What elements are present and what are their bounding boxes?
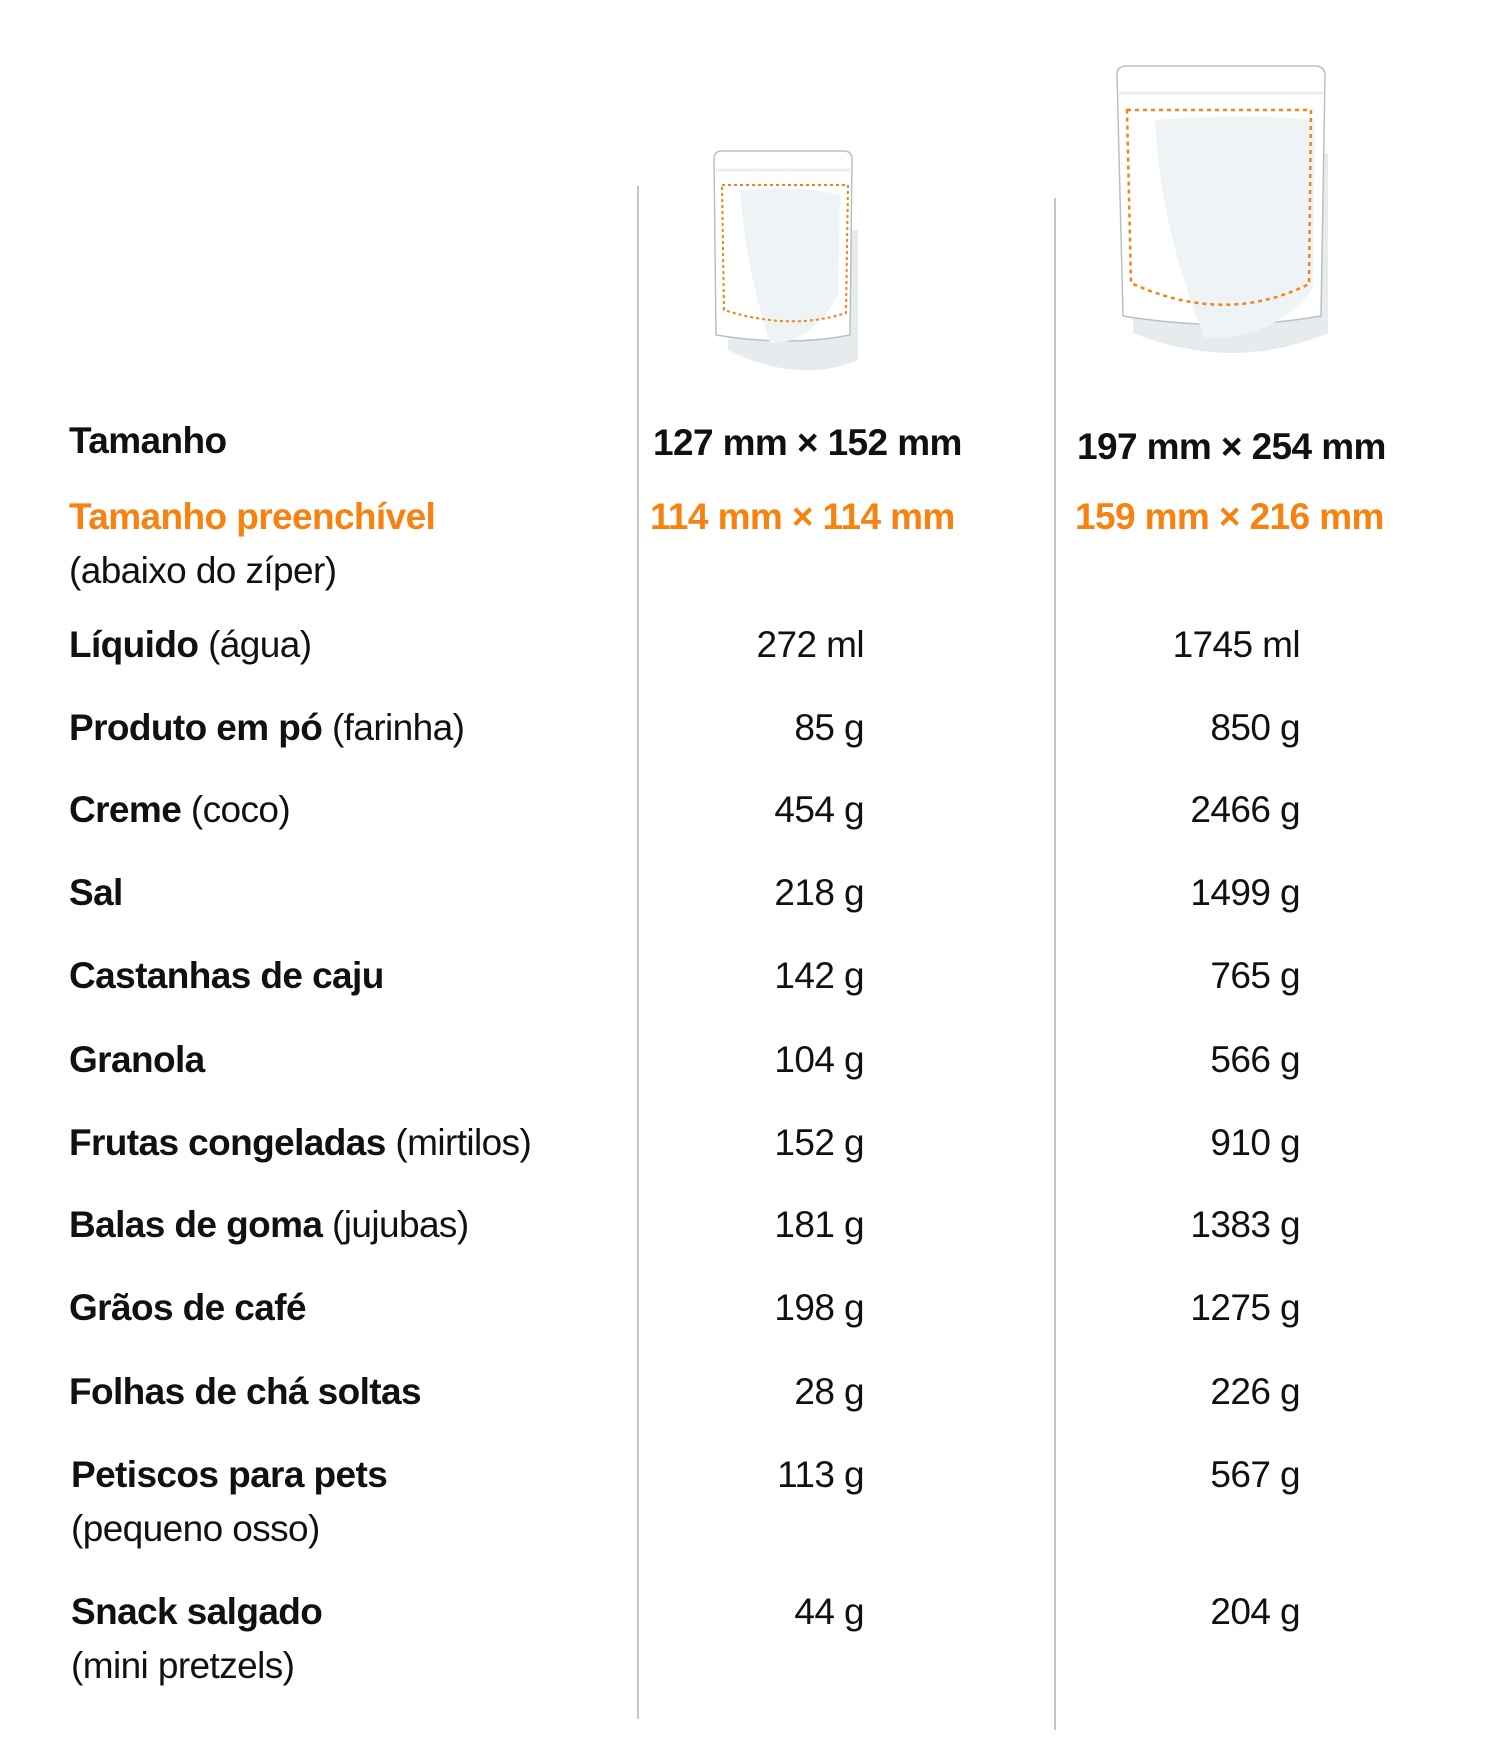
item-name: Grãos de café (69, 1287, 306, 1328)
item-note: (farinha) (331, 707, 465, 748)
value-large-pouch: 204 g (1210, 1591, 1300, 1632)
value-large-pouch: 1745 ml (1172, 624, 1300, 665)
value-large-pouch: 1275 g (1190, 1287, 1300, 1328)
column-divider-2 (1054, 198, 1056, 1730)
value-large-pouch: 566 g (1210, 1039, 1300, 1080)
size-large: 197 mm × 254 mm (1077, 426, 1386, 467)
item-note: (jujubas) (332, 1204, 469, 1245)
item-note: (pequeno osso) (71, 1508, 320, 1549)
item-note: (mini pretzels) (71, 1645, 295, 1686)
table-row-label (69, 623, 311, 667)
value-small-pouch: 113 g (777, 1454, 864, 1495)
small-pouch-icon (700, 145, 880, 395)
value-small-pouch: 85 g (794, 707, 864, 748)
table-row-label (69, 1370, 421, 1414)
item-name: Balas de goma (69, 1204, 323, 1245)
table-row-label (69, 1203, 469, 1247)
value-large-pouch: 226 g (1210, 1371, 1300, 1412)
table-row-label (69, 706, 464, 750)
value-large-pouch: 910 g (1210, 1122, 1300, 1163)
fillable-size-label: Tamanho preenchível (69, 496, 436, 537)
column-divider-1 (637, 186, 639, 1719)
value-small-pouch: 454 g (774, 789, 864, 830)
table-row-label (71, 1453, 387, 1497)
item-name: Granola (69, 1039, 205, 1080)
value-large-pouch: 765 g (1210, 955, 1300, 996)
item-name: Creme (69, 789, 182, 830)
item-name: Petiscos para pets (71, 1454, 388, 1495)
value-small-pouch: 181 g (774, 1204, 864, 1245)
value-small-pouch: 152 g (774, 1122, 864, 1163)
size-label: Tamanho (69, 420, 227, 461)
table-row-label (69, 1286, 306, 1330)
value-small-pouch: 28 g (794, 1371, 864, 1412)
item-note: (mirtilos) (395, 1122, 532, 1163)
value-large-pouch: 1383 g (1190, 1204, 1300, 1245)
fillable-size-large: 159 mm × 216 mm (1075, 496, 1384, 537)
table-row-label (71, 1590, 322, 1634)
size-small: 127 mm × 152 mm (653, 422, 962, 463)
table-row-label (69, 788, 290, 832)
item-name: Castanhas de caju (69, 955, 384, 996)
table-row-label (69, 1038, 205, 1082)
value-small-pouch: 198 g (774, 1287, 864, 1328)
value-small-pouch: 218 g (774, 872, 864, 913)
item-name: Sal (69, 872, 123, 913)
table-row-label (69, 871, 123, 915)
item-name: Folhas de chá soltas (69, 1371, 421, 1412)
value-large-pouch: 1499 g (1190, 872, 1300, 913)
item-note: (água) (208, 624, 312, 665)
table-row-label (69, 954, 384, 998)
fillable-size-note: (abaixo do zíper) (69, 550, 337, 591)
value-small-pouch: 272 ml (756, 624, 864, 665)
table-row-label (69, 1121, 531, 1165)
item-name: Frutas congeladas (69, 1122, 386, 1163)
large-pouch-icon (1105, 58, 1345, 388)
item-name: Produto em pó (69, 707, 323, 748)
item-name: Líquido (69, 624, 199, 665)
value-small-pouch: 104 g (774, 1039, 864, 1080)
value-small-pouch: 44 g (794, 1591, 864, 1632)
item-note: (coco) (190, 789, 291, 830)
item-name: Snack salgado (71, 1591, 323, 1632)
fillable-size-small: 114 mm × 114 mm (650, 496, 955, 537)
value-large-pouch: 850 g (1210, 707, 1300, 748)
value-large-pouch: 567 g (1210, 1454, 1300, 1495)
value-small-pouch: 142 g (774, 955, 864, 996)
value-large-pouch: 2466 g (1190, 789, 1300, 830)
